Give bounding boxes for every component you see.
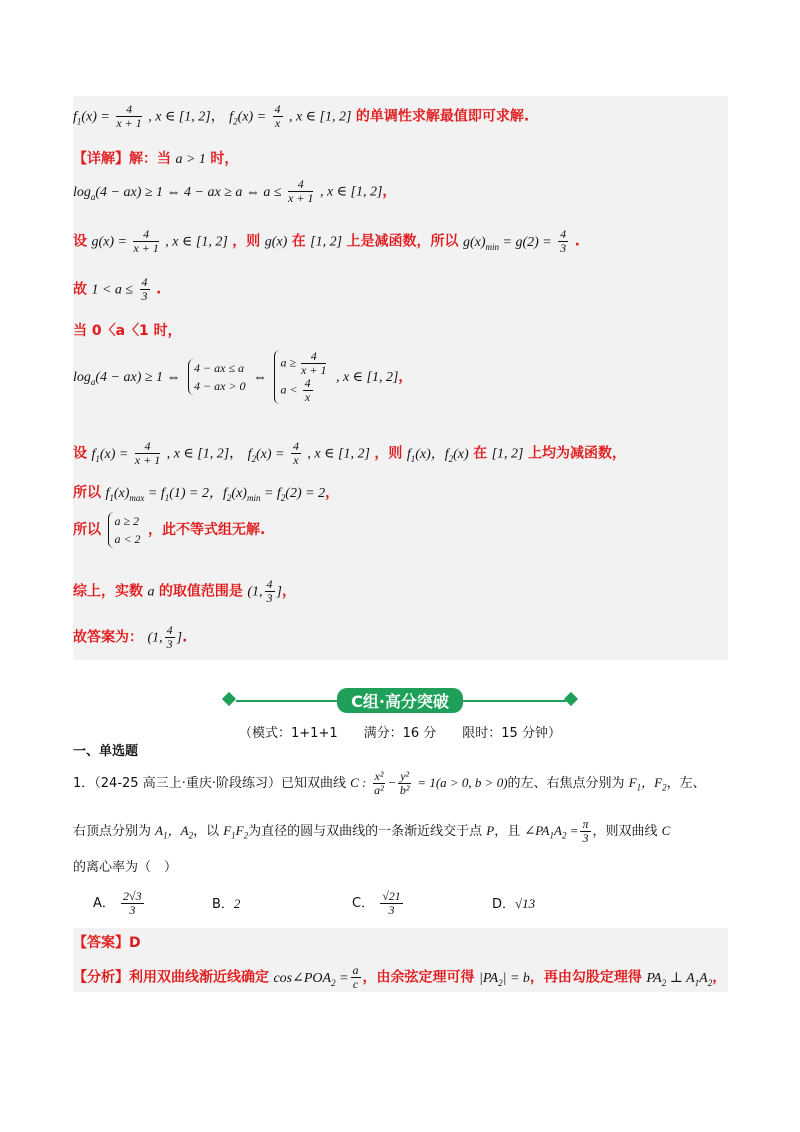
option-d-value: √13 bbox=[515, 896, 536, 911]
solution-line-4: 设 g(x) = $\frac{4}{x + 1}$ , x ∈ [1, 2] ，则 g(x) 在 [1, 2] 上是减函数，所以 $g(x)_{min} = g(2)$ = $\frac{4}{3}$ . bbox=[73, 227, 580, 255]
option-a[interactable]: A． $\frac{2√3}{3}$ bbox=[93, 889, 142, 917]
question-number: 1． bbox=[73, 776, 95, 791]
solution-line-1: $f_1(x)$ = $\frac{4}{x + 1}$ , x ∈ [1, 2]， $f_2(x)$ = $\frac{4}{x}$ , x ∈ [1, 2] 的单调性求解最值即可求解. bbox=[73, 102, 530, 130]
solution-line-5: 故 1 < a ≤ $\frac{4}{3}$ . bbox=[73, 275, 162, 303]
solution-line-7: $\log_a(4 - ax) \ge 1$ ⇔ 4 − ax ≤ a 4 − ax > 0 ⇔ a ≥ $\frac{4}{x + 1}$ a < $\frac{4}{x}$ , x ∈ [1, 2]， bbox=[73, 349, 413, 404]
conclusion-line: 综上，实数 a 的取值范围是 (1, $\frac{4}{3}$ ]， bbox=[73, 577, 296, 605]
solution-line-10: 所以 a ≥ 2 a < 2 ，此不等式组无解. bbox=[73, 514, 266, 546]
option-a-label: A． bbox=[93, 896, 115, 911]
section-title-text: C组·高分突破 bbox=[337, 688, 463, 713]
section-subtitle: （模式：1+1+1 满分：16 分 限时：15 分钟） bbox=[239, 726, 561, 741]
in-label-2: 在 bbox=[473, 445, 488, 462]
analysis-label: 【分析】 bbox=[73, 969, 129, 986]
option-b[interactable] bbox=[212, 893, 240, 912]
detail-text: 解：当 bbox=[129, 151, 171, 167]
both-decreasing: 上均为减函数， bbox=[527, 445, 626, 462]
option-b-value: 2 bbox=[233, 896, 241, 911]
answer-prefix: 故答案为： bbox=[73, 629, 143, 646]
then-label: ，则 bbox=[232, 233, 261, 250]
analysis-row: 【分析】利用双曲线渐近线确定 $\cos\angle POA_2$ = $\frac{a}{c}$ ，由余弦定理可得 $|PA_2| = b$，再由勾股定理得 $PA_2$ ⊥ $A_1A_2$， bbox=[73, 963, 727, 991]
answer-row bbox=[73, 932, 141, 952]
part-heading: 一、单选题 bbox=[73, 744, 139, 759]
detail-cond: a > 1 bbox=[175, 152, 206, 167]
question-text-e: 为直径的圆与双曲线的一条渐近线交于点 bbox=[248, 824, 483, 839]
no-solution: ，此不等式组无解. bbox=[148, 522, 266, 538]
suoyi-label-2: 所以 bbox=[73, 522, 101, 538]
detail-label: 【详解】 bbox=[73, 151, 129, 167]
question-text-a: 的左、右焦点分别为 bbox=[507, 776, 625, 791]
question-text-f: ，且 bbox=[494, 824, 521, 839]
question-line-3 bbox=[73, 856, 177, 875]
decreasing-text: 上是减函数，所以 bbox=[346, 233, 459, 250]
question-line-1: 1．（24-25 高三上·重庆·阶段练习）已知双曲线 C : $\frac{\text{x²}}{\text{a²}}$ − $\frac{\text{y²}}{\text{b²}}$ = 1(a > 0, b > 0)的左、右焦点分别为 $F_1$，$F_2$，左、 bbox=[73, 769, 706, 797]
analysis-text-b: ，由余弦定理可得 bbox=[362, 969, 475, 986]
conclusion-a: 综上，实数 bbox=[73, 583, 143, 600]
gu-label: 故 bbox=[73, 281, 87, 298]
answer-label: 【答案】 bbox=[73, 935, 129, 951]
question-text-g: ，则双曲线 bbox=[592, 824, 658, 839]
analysis-text-a: 利用双曲线渐近线确定 bbox=[129, 969, 269, 986]
question-text-c: 右顶点分别为 bbox=[73, 824, 152, 839]
solution-line-9: 所以 $f_1(x)_{max} = f_1(1) = 2$，$f_2(x)_{min} = f_2(2) = 2$， bbox=[73, 485, 340, 503]
line1-tail: 的单调性求解最值即可求解. bbox=[355, 108, 530, 125]
question-text-b: ，左、 bbox=[666, 776, 706, 791]
option-c[interactable]: C． $\frac{√21}{3}$ bbox=[352, 889, 401, 917]
solution-line-3: $\log_a(4 - ax) \ge 1$ ⇔ 4 − ax ≥ a ⇔ a ≤ $\frac{4}{x + 1}$ , x ∈ [1, 2]， bbox=[73, 177, 397, 205]
detail-line bbox=[73, 148, 238, 168]
answer-value: D bbox=[129, 935, 141, 951]
question-text-d: ，以 bbox=[193, 824, 220, 839]
analysis-text-c: ，再由勾股定理得 bbox=[529, 969, 642, 986]
option-d-label: D． bbox=[492, 897, 516, 912]
solution-line-8: 设 $f_1(x)$ = $\frac{4}{x + 1}$ , x ∈ [1, 2]， $f_2(x)$ = $\frac{4}{x}$ , x ∈ [1, 2] ，则 $f_1(x)$，$f_2(x)$ 在 [1, 2] 上均为减函数， bbox=[73, 439, 626, 467]
she-label-2: 设 bbox=[73, 445, 87, 462]
answer-line: 故答案为： (1, $\frac{4}{3}$ ]. bbox=[73, 623, 188, 651]
conclusion-b: 的取值范围是 bbox=[158, 583, 243, 600]
then-label-2: ，则 bbox=[374, 445, 403, 462]
suoyi-label: 所以 bbox=[73, 485, 101, 501]
detail-when: 时， bbox=[210, 151, 239, 167]
question-source: （24-25 高三上·重庆·阶段练习）已知双曲线 bbox=[94, 776, 346, 791]
question-text-h: 的离心率为（ ） bbox=[73, 860, 178, 875]
option-c-label: C． bbox=[352, 896, 375, 911]
option-b-label: B． bbox=[212, 897, 234, 912]
section-rule-right bbox=[462, 700, 566, 702]
case2-line bbox=[73, 320, 182, 340]
question-line-2: 右顶点分别为 $A_1$，$A_2$，以 $F_1F_2$为直径的圆与双曲线的一条渐近线交于点 P，且 $\angle PA_1A_2$ = $\frac{\pi}{3}$ ，则双曲线 C bbox=[73, 817, 671, 845]
in-label: 在 bbox=[291, 233, 306, 250]
she-label: 设 bbox=[73, 233, 87, 250]
section-title bbox=[0, 688, 800, 713]
option-d[interactable] bbox=[492, 893, 535, 912]
case2-text: 当 0〈a〈1 时， bbox=[73, 323, 182, 339]
